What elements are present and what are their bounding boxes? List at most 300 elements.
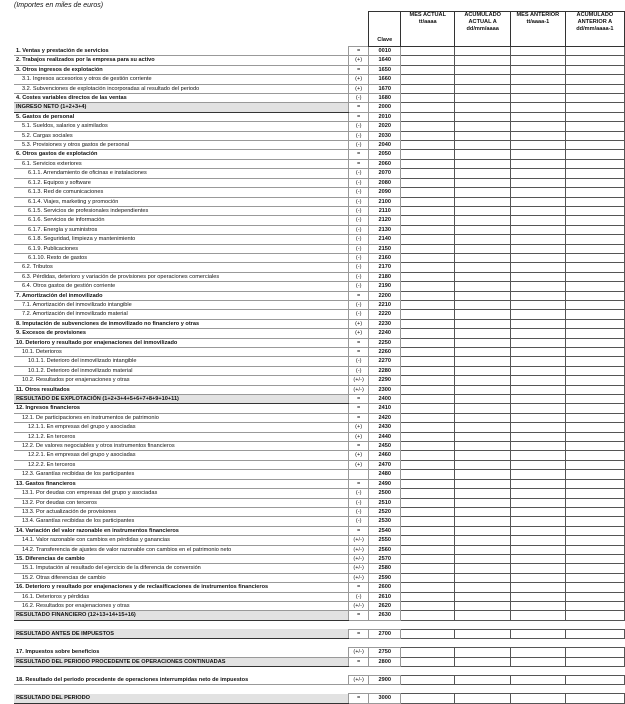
value-mes-actual[interactable]: [401, 300, 455, 309]
value-acumulado-anterior[interactable]: [565, 629, 624, 638]
value-acumulado-anterior[interactable]: [565, 489, 624, 498]
value-mes-anterior[interactable]: [510, 197, 565, 206]
value-mes-anterior[interactable]: [510, 348, 565, 357]
value-acumulado-actual[interactable]: [455, 366, 511, 375]
value-mes-actual[interactable]: [401, 470, 455, 479]
value-mes-anterior[interactable]: [510, 648, 565, 657]
value-acumulado-anterior[interactable]: [565, 611, 624, 620]
value-acumulado-actual[interactable]: [455, 583, 511, 592]
value-acumulado-actual[interactable]: [455, 263, 511, 272]
value-acumulado-actual[interactable]: [455, 564, 511, 573]
value-acumulado-actual[interactable]: [455, 84, 511, 93]
value-mes-anterior[interactable]: [510, 282, 565, 291]
value-mes-anterior[interactable]: [510, 263, 565, 272]
value-mes-anterior[interactable]: [510, 357, 565, 366]
statement-row: [14, 357, 625, 366]
value-mes-anterior[interactable]: [510, 489, 565, 498]
value-acumulado-actual[interactable]: [455, 159, 511, 168]
value-acumulado-actual[interactable]: [455, 573, 511, 582]
value-acumulado-actual[interactable]: [455, 404, 511, 413]
value-mes-actual[interactable]: [401, 56, 455, 65]
value-mes-actual[interactable]: [401, 507, 455, 516]
value-acumulado-actual[interactable]: [455, 442, 511, 451]
row-code: 2080: [369, 178, 401, 187]
value-mes-anterior[interactable]: [510, 479, 565, 488]
value-acumulado-actual[interactable]: [455, 432, 511, 441]
value-mes-anterior[interactable]: [510, 573, 565, 582]
value-mes-anterior[interactable]: [510, 94, 565, 103]
value-mes-anterior[interactable]: [510, 629, 565, 638]
value-mes-anterior[interactable]: [510, 526, 565, 535]
value-acumulado-actual[interactable]: [455, 319, 511, 328]
value-mes-actual[interactable]: [401, 225, 455, 234]
statement-row: [14, 413, 625, 422]
value-acumulado-anterior[interactable]: [565, 479, 624, 488]
row-concept: 17. Impuestos sobre beneficios: [14, 648, 348, 657]
value-acumulado-anterior[interactable]: [565, 282, 624, 291]
value-acumulado-anterior[interactable]: [565, 56, 624, 65]
value-mes-anterior[interactable]: [510, 385, 565, 394]
value-acumulado-actual[interactable]: [455, 131, 511, 140]
value-acumulado-anterior[interactable]: [565, 404, 624, 413]
value-mes-anterior[interactable]: [510, 188, 565, 197]
row-concept: 13.1. Por deudas con empresas del grupo y asociadas: [14, 489, 348, 498]
value-acumulado-anterior[interactable]: [565, 300, 624, 309]
value-mes-anterior[interactable]: [510, 103, 565, 112]
value-acumulado-actual[interactable]: [455, 470, 511, 479]
value-mes-actual[interactable]: [401, 564, 455, 573]
value-acumulado-anterior[interactable]: [565, 348, 624, 357]
value-mes-actual[interactable]: [401, 291, 455, 300]
value-mes-anterior[interactable]: [510, 291, 565, 300]
value-mes-actual[interactable]: [401, 395, 455, 404]
value-mes-actual[interactable]: [401, 432, 455, 441]
value-acumulado-actual[interactable]: [455, 103, 511, 112]
value-mes-anterior[interactable]: [510, 150, 565, 159]
value-acumulado-actual[interactable]: [455, 694, 511, 703]
value-mes-anterior[interactable]: [510, 583, 565, 592]
value-mes-actual[interactable]: [401, 206, 455, 215]
value-mes-actual[interactable]: [401, 122, 455, 131]
value-acumulado-anterior[interactable]: [565, 103, 624, 112]
value-mes-anterior[interactable]: [510, 545, 565, 554]
row-concept: 13.4. Garantías recibidas de los participantes: [14, 517, 348, 526]
value-acumulado-anterior[interactable]: [565, 517, 624, 526]
value-acumulado-anterior[interactable]: [565, 206, 624, 215]
value-mes-actual[interactable]: [401, 150, 455, 159]
value-acumulado-actual[interactable]: [455, 479, 511, 488]
value-acumulado-actual[interactable]: [455, 676, 511, 685]
statement-row: [14, 348, 625, 357]
value-mes-actual[interactable]: [401, 357, 455, 366]
value-mes-anterior[interactable]: [510, 564, 565, 573]
value-mes-actual[interactable]: [401, 629, 455, 638]
row-code: 2800: [369, 657, 401, 666]
value-acumulado-actual[interactable]: [455, 338, 511, 347]
value-mes-anterior[interactable]: [510, 141, 565, 150]
value-acumulado-anterior[interactable]: [565, 263, 624, 272]
row-concept: RESULTADO ANTES DE IMPUESTOS: [14, 629, 348, 638]
value-acumulado-anterior[interactable]: [565, 338, 624, 347]
value-acumulado-actual[interactable]: [455, 413, 511, 422]
value-mes-anterior[interactable]: [510, 451, 565, 460]
value-acumulado-actual[interactable]: [455, 348, 511, 357]
value-mes-anterior[interactable]: [510, 122, 565, 131]
value-acumulado-actual[interactable]: [455, 536, 511, 545]
value-acumulado-actual[interactable]: [455, 291, 511, 300]
row-sign: (+/-): [348, 545, 368, 554]
value-mes-anterior[interactable]: [510, 235, 565, 244]
value-mes-actual[interactable]: [401, 329, 455, 338]
value-acumulado-anterior[interactable]: [565, 141, 624, 150]
value-acumulado-actual[interactable]: [455, 592, 511, 601]
value-mes-anterior[interactable]: [510, 676, 565, 685]
value-mes-actual[interactable]: [401, 611, 455, 620]
value-mes-actual[interactable]: [401, 423, 455, 432]
value-mes-anterior[interactable]: [510, 56, 565, 65]
value-acumulado-anterior[interactable]: [565, 694, 624, 703]
row-concept: 13.2. Por deudas con terceros: [14, 498, 348, 507]
value-acumulado-anterior[interactable]: [565, 291, 624, 300]
value-mes-anterior[interactable]: [510, 253, 565, 262]
value-acumulado-actual[interactable]: [455, 517, 511, 526]
value-acumulado-actual[interactable]: [455, 56, 511, 65]
value-mes-anterior[interactable]: [510, 216, 565, 225]
value-mes-anterior[interactable]: [510, 47, 565, 56]
value-mes-actual[interactable]: [401, 188, 455, 197]
value-acumulado-actual[interactable]: [455, 253, 511, 262]
value-acumulado-anterior[interactable]: [565, 413, 624, 422]
value-acumulado-anterior[interactable]: [565, 357, 624, 366]
value-mes-anterior[interactable]: [510, 395, 565, 404]
value-mes-actual[interactable]: [401, 601, 455, 610]
value-acumulado-anterior[interactable]: [565, 216, 624, 225]
value-mes-actual[interactable]: [401, 159, 455, 168]
value-mes-actual[interactable]: [401, 460, 455, 469]
value-mes-actual[interactable]: [401, 131, 455, 140]
value-acumulado-actual[interactable]: [455, 272, 511, 281]
row-concept: 12.2. De valores negociables y otros instrumentos financieros: [14, 442, 348, 451]
value-mes-anterior[interactable]: [510, 694, 565, 703]
value-mes-actual[interactable]: [401, 592, 455, 601]
value-mes-anterior[interactable]: [510, 376, 565, 385]
value-mes-actual[interactable]: [401, 526, 455, 535]
value-mes-anterior[interactable]: [510, 178, 565, 187]
value-acumulado-actual[interactable]: [455, 545, 511, 554]
value-acumulado-anterior[interactable]: [565, 188, 624, 197]
value-mes-actual[interactable]: [401, 319, 455, 328]
value-mes-actual[interactable]: [401, 404, 455, 413]
value-mes-actual[interactable]: [401, 272, 455, 281]
value-acumulado-actual[interactable]: [455, 112, 511, 121]
value-acumulado-actual[interactable]: [455, 460, 511, 469]
value-acumulado-actual[interactable]: [455, 526, 511, 535]
value-mes-anterior[interactable]: [510, 432, 565, 441]
value-mes-anterior[interactable]: [510, 460, 565, 469]
value-acumulado-anterior[interactable]: [565, 47, 624, 56]
value-mes-actual[interactable]: [401, 479, 455, 488]
value-acumulado-actual[interactable]: [455, 282, 511, 291]
value-acumulado-anterior[interactable]: [565, 376, 624, 385]
value-acumulado-actual[interactable]: [455, 489, 511, 498]
value-mes-actual[interactable]: [401, 366, 455, 375]
value-acumulado-actual[interactable]: [455, 197, 511, 206]
row-code: 1680: [369, 94, 401, 103]
value-acumulado-anterior[interactable]: [565, 460, 624, 469]
value-acumulado-actual[interactable]: [455, 206, 511, 215]
value-mes-anterior[interactable]: [510, 329, 565, 338]
value-acumulado-anterior[interactable]: [565, 432, 624, 441]
value-mes-anterior[interactable]: [510, 657, 565, 666]
value-mes-actual[interactable]: [401, 517, 455, 526]
value-mes-anterior[interactable]: [510, 244, 565, 253]
value-mes-anterior[interactable]: [510, 159, 565, 168]
value-acumulado-anterior[interactable]: [565, 592, 624, 601]
value-acumulado-anterior[interactable]: [565, 150, 624, 159]
value-acumulado-actual[interactable]: [455, 357, 511, 366]
row-concept: 10. Deterioro y resultado por enajenaciones del inmovilizado: [14, 338, 348, 347]
value-acumulado-anterior[interactable]: [565, 526, 624, 535]
value-mes-anterior[interactable]: [510, 300, 565, 309]
value-mes-actual[interactable]: [401, 573, 455, 582]
value-acumulado-actual[interactable]: [455, 629, 511, 638]
value-mes-actual[interactable]: [401, 263, 455, 272]
value-mes-anterior[interactable]: [510, 112, 565, 121]
value-mes-actual[interactable]: [401, 244, 455, 253]
value-mes-actual[interactable]: [401, 554, 455, 563]
value-mes-anterior[interactable]: [510, 601, 565, 610]
row-sign: =: [348, 348, 368, 357]
value-acumulado-actual[interactable]: [455, 601, 511, 610]
value-acumulado-anterior[interactable]: [565, 65, 624, 74]
value-mes-anterior[interactable]: [510, 84, 565, 93]
value-acumulado-actual[interactable]: [455, 178, 511, 187]
value-acumulado-actual[interactable]: [455, 300, 511, 309]
value-mes-anterior[interactable]: [510, 592, 565, 601]
value-mes-actual[interactable]: [401, 235, 455, 244]
value-acumulado-anterior[interactable]: [565, 601, 624, 610]
value-acumulado-anterior[interactable]: [565, 573, 624, 582]
value-mes-anterior[interactable]: [510, 65, 565, 74]
value-acumulado-actual[interactable]: [455, 225, 511, 234]
value-mes-actual[interactable]: [401, 694, 455, 703]
value-acumulado-actual[interactable]: [455, 310, 511, 319]
value-mes-anterior[interactable]: [510, 366, 565, 375]
value-mes-anterior[interactable]: [510, 206, 565, 215]
value-acumulado-actual[interactable]: [455, 141, 511, 150]
value-mes-anterior[interactable]: [510, 75, 565, 84]
value-acumulado-anterior[interactable]: [565, 498, 624, 507]
value-acumulado-anterior[interactable]: [565, 583, 624, 592]
row-code: 2750: [369, 648, 401, 657]
value-mes-anterior[interactable]: [510, 404, 565, 413]
row-code: 2110: [369, 206, 401, 215]
value-acumulado-actual[interactable]: [455, 376, 511, 385]
statement-row: [14, 366, 625, 375]
value-acumulado-anterior[interactable]: [565, 75, 624, 84]
value-acumulado-anterior[interactable]: [565, 366, 624, 375]
value-acumulado-anterior[interactable]: [565, 676, 624, 685]
value-acumulado-actual[interactable]: [455, 94, 511, 103]
value-mes-actual[interactable]: [401, 310, 455, 319]
value-mes-anterior[interactable]: [510, 517, 565, 526]
value-acumulado-actual[interactable]: [455, 169, 511, 178]
value-acumulado-actual[interactable]: [455, 75, 511, 84]
value-mes-actual[interactable]: [401, 376, 455, 385]
value-acumulado-anterior[interactable]: [565, 442, 624, 451]
value-acumulado-anterior[interactable]: [565, 197, 624, 206]
value-mes-actual[interactable]: [401, 583, 455, 592]
value-acumulado-anterior[interactable]: [565, 470, 624, 479]
value-acumulado-actual[interactable]: [455, 385, 511, 394]
value-mes-actual[interactable]: [401, 216, 455, 225]
value-acumulado-anterior[interactable]: [565, 225, 624, 234]
value-mes-actual[interactable]: [401, 169, 455, 178]
value-mes-actual[interactable]: [401, 385, 455, 394]
value-mes-actual[interactable]: [401, 94, 455, 103]
value-acumulado-anterior[interactable]: [565, 451, 624, 460]
value-acumulado-actual[interactable]: [455, 657, 511, 666]
value-mes-actual[interactable]: [401, 47, 455, 56]
value-acumulado-actual[interactable]: [455, 507, 511, 516]
value-mes-actual[interactable]: [401, 648, 455, 657]
value-mes-actual[interactable]: [401, 451, 455, 460]
value-mes-anterior[interactable]: [510, 272, 565, 281]
value-acumulado-actual[interactable]: [455, 554, 511, 563]
value-acumulado-anterior[interactable]: [565, 554, 624, 563]
row-sign: (+): [348, 432, 368, 441]
value-mes-anterior[interactable]: [510, 554, 565, 563]
value-mes-actual[interactable]: [401, 65, 455, 74]
value-mes-actual[interactable]: [401, 197, 455, 206]
row-code: 2550: [369, 536, 401, 545]
row-concept: 2. Trabajos realizados por la empresa para su activo: [14, 56, 348, 65]
value-acumulado-anterior[interactable]: [565, 94, 624, 103]
value-acumulado-anterior[interactable]: [565, 329, 624, 338]
value-mes-actual[interactable]: [401, 338, 455, 347]
value-acumulado-anterior[interactable]: [565, 178, 624, 187]
value-acumulado-anterior[interactable]: [565, 423, 624, 432]
value-mes-actual[interactable]: [401, 178, 455, 187]
value-mes-anterior[interactable]: [510, 423, 565, 432]
value-mes-actual[interactable]: [401, 348, 455, 357]
value-acumulado-anterior[interactable]: [565, 564, 624, 573]
value-mes-anterior[interactable]: [510, 442, 565, 451]
value-mes-actual[interactable]: [401, 282, 455, 291]
spacer-cell: [14, 685, 625, 694]
row-code: 2300: [369, 385, 401, 394]
value-acumulado-actual[interactable]: [455, 329, 511, 338]
value-acumulado-actual[interactable]: [455, 451, 511, 460]
value-acumulado-anterior[interactable]: [565, 310, 624, 319]
value-acumulado-anterior[interactable]: [565, 159, 624, 168]
value-acumulado-actual[interactable]: [455, 244, 511, 253]
value-acumulado-actual[interactable]: [455, 216, 511, 225]
value-acumulado-anterior[interactable]: [565, 235, 624, 244]
value-acumulado-anterior[interactable]: [565, 122, 624, 131]
row-sign: (-): [348, 122, 368, 131]
value-mes-anterior[interactable]: [510, 225, 565, 234]
statement-row: [14, 451, 625, 460]
value-acumulado-anterior[interactable]: [565, 84, 624, 93]
value-acumulado-actual[interactable]: [455, 423, 511, 432]
value-mes-anterior[interactable]: [510, 319, 565, 328]
value-mes-anterior[interactable]: [510, 611, 565, 620]
value-mes-anterior[interactable]: [510, 131, 565, 140]
value-acumulado-anterior[interactable]: [565, 395, 624, 404]
row-sign: =: [348, 395, 368, 404]
row-code: 2520: [369, 507, 401, 516]
value-acumulado-anterior[interactable]: [565, 648, 624, 657]
value-acumulado-anterior[interactable]: [565, 657, 624, 666]
value-acumulado-anterior[interactable]: [565, 112, 624, 121]
value-mes-anterior[interactable]: [510, 338, 565, 347]
value-acumulado-anterior[interactable]: [565, 272, 624, 281]
value-mes-actual[interactable]: [401, 103, 455, 112]
value-mes-actual[interactable]: [401, 536, 455, 545]
value-mes-anterior[interactable]: [510, 536, 565, 545]
value-acumulado-actual[interactable]: [455, 150, 511, 159]
value-acumulado-anterior[interactable]: [565, 507, 624, 516]
value-acumulado-actual[interactable]: [455, 648, 511, 657]
row-concept: 1. Ventas y prestación de servicios: [14, 47, 348, 56]
value-acumulado-actual[interactable]: [455, 498, 511, 507]
value-acumulado-anterior[interactable]: [565, 169, 624, 178]
value-mes-actual[interactable]: [401, 676, 455, 685]
value-mes-actual[interactable]: [401, 545, 455, 554]
value-acumulado-anterior[interactable]: [565, 131, 624, 140]
value-acumulado-anterior[interactable]: [565, 253, 624, 262]
row-code: 1660: [369, 75, 401, 84]
statement-rows: [14, 47, 625, 704]
value-acumulado-actual[interactable]: [455, 122, 511, 131]
value-acumulado-actual[interactable]: [455, 395, 511, 404]
value-mes-actual[interactable]: [401, 112, 455, 121]
value-mes-anterior[interactable]: [510, 470, 565, 479]
value-acumulado-anterior[interactable]: [565, 545, 624, 554]
value-acumulado-anterior[interactable]: [565, 536, 624, 545]
row-code: 2100: [369, 197, 401, 206]
value-mes-anterior[interactable]: [510, 310, 565, 319]
value-acumulado-anterior[interactable]: [565, 244, 624, 253]
value-mes-actual[interactable]: [401, 141, 455, 150]
value-mes-actual[interactable]: [401, 498, 455, 507]
value-mes-anterior[interactable]: [510, 413, 565, 422]
value-mes-actual[interactable]: [401, 413, 455, 422]
value-acumulado-actual[interactable]: [455, 611, 511, 620]
row-sign: (-): [348, 131, 368, 140]
value-mes-anterior[interactable]: [510, 498, 565, 507]
value-acumulado-anterior[interactable]: [565, 385, 624, 394]
value-mes-anterior[interactable]: [510, 507, 565, 516]
value-mes-actual[interactable]: [401, 75, 455, 84]
value-acumulado-anterior[interactable]: [565, 319, 624, 328]
value-acumulado-actual[interactable]: [455, 235, 511, 244]
value-mes-anterior[interactable]: [510, 169, 565, 178]
value-mes-actual[interactable]: [401, 442, 455, 451]
value-acumulado-actual[interactable]: [455, 47, 511, 56]
value-acumulado-actual[interactable]: [455, 188, 511, 197]
value-mes-actual[interactable]: [401, 657, 455, 666]
row-sign: (-): [348, 592, 368, 601]
value-mes-actual[interactable]: [401, 489, 455, 498]
value-mes-actual[interactable]: [401, 84, 455, 93]
value-acumulado-actual[interactable]: [455, 65, 511, 74]
value-mes-actual[interactable]: [401, 253, 455, 262]
row-code: 2020: [369, 122, 401, 131]
spacer-row: [14, 667, 625, 676]
statement-row: [14, 489, 625, 498]
